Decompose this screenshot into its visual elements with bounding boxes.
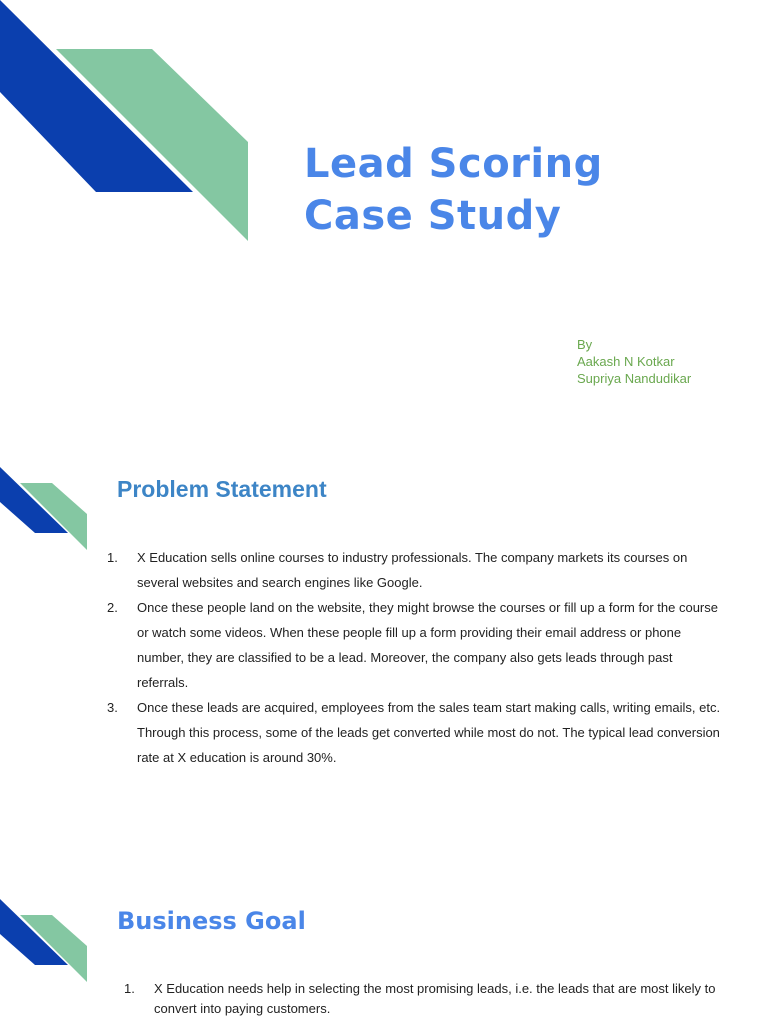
goal-section-decoration (0, 894, 90, 986)
byline-by: By (577, 337, 593, 352)
business-goal-heading: Business Goal (117, 907, 306, 935)
list-item-number: 1. (124, 981, 135, 996)
problem-section-decoration (0, 462, 90, 554)
list-item (107, 545, 722, 595)
list-item (124, 979, 724, 1019)
list-item-number: 1. (107, 550, 118, 565)
list-item-number: 2. (107, 600, 118, 615)
list-item (107, 595, 722, 695)
list-item (107, 695, 722, 770)
page-title (304, 138, 603, 242)
title-line-2: Case Study (304, 193, 562, 239)
list-item-text: Once these leads are acquired, employees from the sales team start making calls, writing emails, etc. Through this process, some of the leads get converted while most do not. The typical lead conversion rate at X education is around 30%. (137, 700, 721, 765)
title-line-1: Lead Scoring (304, 141, 603, 187)
byline-author-2: Supriya Nandudikar (577, 371, 692, 386)
business-goal-list (124, 979, 724, 1019)
byline (577, 336, 691, 387)
list-item-text: X Education needs help in selecting the most promising leads, i.e. the leads that are most likely to convert into paying customers. (154, 981, 716, 1016)
problem-statement-heading: Problem Statement (117, 476, 327, 502)
list-item-text: X Education sells online courses to industry professionals. The company markets its courses on several websites and search engines like Google. (137, 550, 688, 590)
problem-statement-list (107, 545, 722, 770)
list-item-text: Once these people land on the website, they might browse the courses or fill up a form for the course or watch some videos. When these people fill up a form providing their email address or phone number, they are classified to be a lead. Moreover, the company also gets leads through past referrals. (137, 600, 718, 690)
byline-author-1: Aakash N Kotkar (577, 354, 675, 369)
list-item-number: 3. (107, 700, 118, 715)
title-decoration (0, 0, 260, 250)
